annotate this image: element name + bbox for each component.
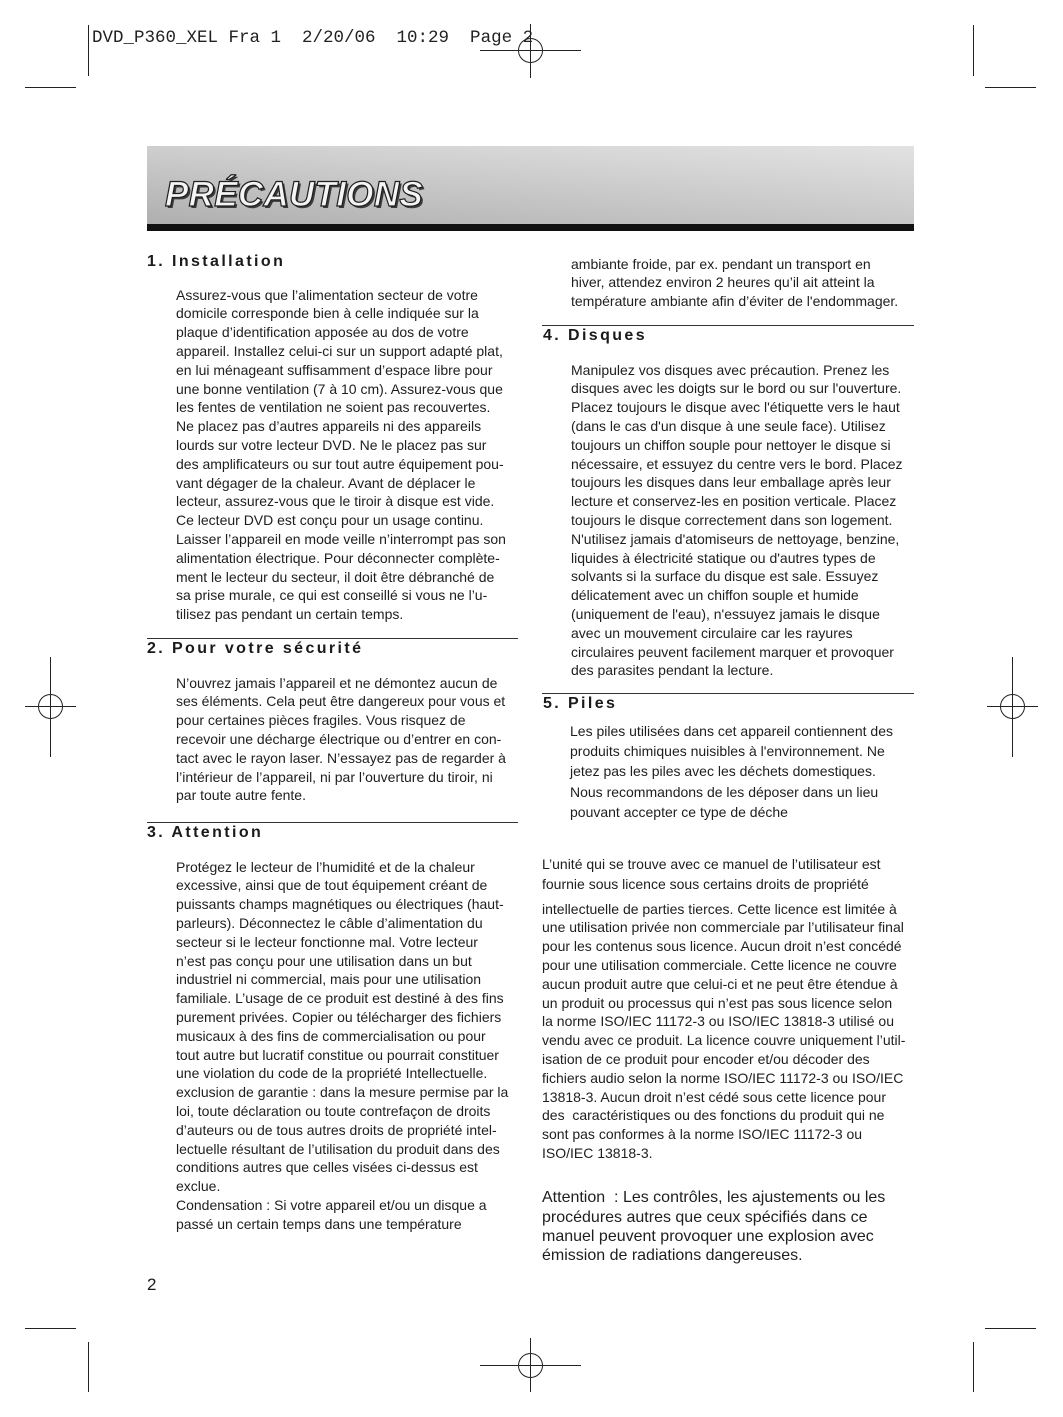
text-line: pour une utilisation commerciale. Cette licence ne couvre [542, 956, 897, 973]
text-line: les fentes de ventilation ne soient pas recouvertes. [176, 399, 491, 416]
text-line: recevoir une décharge électrique ou d’entrer en con- [176, 730, 502, 747]
section-body-attention-continued [571, 255, 898, 311]
text-line: disques avec les doigts sur le bord ou sur l'ouverture. [571, 380, 902, 397]
text-line: ISO/IEC 13818-3. [542, 1144, 653, 1161]
text-line: Assurez-vous que l’alimentation secteur de votre [176, 286, 478, 303]
section-body-piles [570, 721, 893, 822]
text-line: N'utilisez jamais d'atomiseurs de nettoyage, benzine, [571, 530, 900, 547]
title-underline-bar [147, 224, 914, 231]
section-body-disques [571, 361, 903, 681]
text-line: une bonne ventilation (7 à 10 cm). Assurez-vous que [176, 380, 503, 397]
text-line: n’est pas conçu pour une utilisation dans un but [176, 952, 472, 969]
text-line: industriel ni commercial, mais pour une utilisation [176, 971, 482, 988]
text-line: manuel peuvent provoquer une explosion avec [542, 1227, 874, 1245]
licence-intro [542, 854, 881, 894]
text-line: température ambiante afin d’éviter de l'endommager. [571, 293, 899, 310]
text-line: par toute autre fente. [176, 787, 306, 804]
text-line: la norme ISO/IEC 11172-3 ou ISO/IEC 13818-3 utilisé ou [542, 1013, 895, 1030]
print-slug: DVD_P360_XEL Fra 1 2/20/06 10:29 Page 2 [92, 28, 534, 48]
text-line: Manipulez vos disques avec précaution. Prenez les [571, 361, 890, 378]
text-line: tact avec le rayon laser. N’essayez pas de regarder à [176, 749, 506, 766]
text-line: parleurs). Déconnectez le câble d’alimentation du [176, 914, 483, 931]
text-line: loi, toute déclaration ou toute contrefaçon de droits [176, 1102, 491, 1119]
text-line: Attention : Les contrôles, les ajustements ou les [542, 1189, 886, 1207]
page-title: PRÉCAUTIONS [165, 175, 424, 214]
text-line: procédures autres que ceux spécifiés dans ce [542, 1208, 868, 1226]
text-line: hiver, attendez environ 2 heures qu’il ait atteint la [571, 274, 875, 291]
text-line: une utilisation privée non commerciale par l’utilisateur final [542, 919, 904, 936]
text-line: 13818-3. Aucun droit n’est cédé sous cette licence pour [542, 1088, 886, 1105]
page-number: 2 [147, 1275, 157, 1294]
text-line: isation de ce produit pour encoder et/ou décoder des [542, 1050, 870, 1067]
text-line: tout autre but lucratif constitue ou pourrait constituer [176, 1046, 499, 1063]
radiation-warning [542, 1188, 885, 1265]
text-line: (dans le cas d'un disque à une seule face). Utilisez [571, 417, 886, 434]
registration-mark-right [987, 657, 1038, 757]
section-heading-piles: 5. Piles [543, 695, 618, 712]
text-line: lourds sur votre lecteur DVD. Ne le placez pas sur [176, 436, 487, 453]
text-line: intellectuelle de parties tierces. Cette licence est limitée à [542, 900, 897, 917]
text-line: domicile corresponde bien à celle indiquée sur la [176, 305, 479, 322]
text-line: vendu avec ce produit. La licence couvre uniquement l’util- [542, 1032, 906, 1049]
crop-mark-top-right [974, 25, 1037, 88]
text-line: circulaires peuvent facilement marquer et provoquer [571, 643, 894, 660]
text-line: purement privées. Copier ou télécharger des fichiers [176, 1008, 502, 1025]
section-body-attention [176, 858, 508, 1234]
crop-mark-bottom-right [974, 1329, 1037, 1393]
text-line: ment le lecteur du secteur, il doit être débranché de [176, 568, 495, 585]
text-line: lectuelle résultant de l’utilisation du produit dans des [176, 1140, 500, 1157]
text-line: des amplificateurs ou sur tout autre équipement pou- [176, 455, 504, 472]
crop-mark-bottom-left [25, 1329, 89, 1393]
text-line: excessive, ainsi que de tout équipement créant de [176, 877, 488, 894]
text-line: Protégez le lecteur de l’humidité et de la chaleur [176, 858, 475, 875]
text-line: exclusion de garantie : dans la mesure permise par la [176, 1084, 509, 1101]
text-line: produits chimiques nuisibles à l'environnement. Ne [570, 743, 885, 760]
registration-mark-bottom [480, 1338, 581, 1392]
text-line: solvants si la surface du disque est sale. Essuyez [571, 568, 879, 585]
text-line: Condensation : Si votre appareil et/ou un disque a [176, 1196, 487, 1213]
text-line: aucun produit autre que celui-ci et ne peut être étendue à [542, 975, 898, 992]
text-line: ambiante froide, par ex. pendant un transport en [571, 255, 871, 272]
text-line: liquides à électricité statique ou d'autres types de [571, 549, 876, 566]
section-body-securite [176, 674, 506, 806]
text-line: une violation du code de la propriété Intellectuelle. [176, 1065, 488, 1082]
text-line: passé un certain temps dans une température [176, 1215, 462, 1232]
text-line: lecture et conservez-les en position verticale. Placez [571, 493, 897, 510]
text-line: délicatement avec un chiffon souple et humide [571, 587, 859, 604]
text-line: Laisser l’appareil en mode veille n’interrompt pas son [176, 530, 506, 547]
text-line: toujours le disque correctement dans son logement. [571, 511, 893, 528]
text-line: Les piles utilisées dans cet appareil contiennent des [570, 722, 893, 739]
text-line: (uniquement de l'eau), n'essuyez jamais le disque [571, 605, 880, 622]
text-line: Placez toujours le disque avec l'étiquette vers le haut [571, 399, 900, 416]
text-line: des caractéristiques ou des fonctions du produit qui ne [542, 1107, 885, 1124]
text-line: fichiers audio selon la norme ISO/IEC 11172-3 ou ISO/IEC [542, 1069, 904, 1086]
text-line: sont pas conformes à la norme ISO/IEC 11172-3 ou [542, 1126, 863, 1143]
text-line: pour les contenus sous licence. Aucun droit n’est concédé [542, 938, 902, 955]
text-line: d’auteurs ou de tous autres droits de propriété intel- [176, 1121, 497, 1138]
text-line: vant dégager de la chaleur. Avant de déplacer le [176, 474, 476, 491]
crop-mark-top-left [25, 25, 89, 88]
section-heading-disques: 4. Disques [543, 327, 648, 344]
text-line: conditions autres que celles visées ci-dessus est [176, 1159, 478, 1176]
text-line: toujours les disques dans leur emballage après leur [571, 474, 891, 491]
text-line: lecteur, assurez-vous que le tiroir à disque est vide. [176, 493, 495, 510]
text-line: en lui ménageant suffisamment d’espace libre pour [176, 361, 493, 378]
text-line: des parasites pendant la lecture. [571, 662, 774, 679]
text-line: exclue. [176, 1178, 221, 1195]
text-line: secteur si le lecteur fonctionne mal. Votre lecteur [176, 933, 478, 950]
text-line: pouvant accepter ce type de déche [570, 803, 788, 820]
text-line: l’intérieur de l’appareil, ni par l’ouverture du tiroir, ni [176, 768, 493, 785]
text-line: N’ouvrez jamais l’appareil et ne démontez aucun de [176, 674, 498, 691]
text-line: Ce lecteur DVD est conçu pour un usage continu. [176, 512, 484, 529]
text-line: nécessaire, et essuyez du centre vers le bord. Placez [571, 455, 903, 472]
text-line: pour certaines pièces fragiles. Vous risquez de [176, 712, 466, 729]
text-line: musicaux à des fins de commercialisation ou pour [176, 1027, 486, 1044]
text-line: puissants champs magnétiques ou électriques (haut- [176, 896, 504, 913]
text-line: L’unité qui se trouve avec ce manuel de l’utilisateur est [542, 856, 881, 872]
text-line: appareil. Installez celui-ci sur un support adapté plat, [176, 342, 503, 359]
text-line: Ne placez pas d’autres appareils ni des appareils [176, 418, 482, 435]
text-line: sa prise murale, ce qui est conseillé si vous ne l’u- [176, 587, 488, 604]
licence-body [542, 900, 905, 1163]
text-line: familiale. L’usage de ce produit est destiné à des fins [176, 990, 504, 1007]
section-heading-installation: 1. Installation [147, 253, 286, 270]
section-heading-securite: 2. Pour votre sécurité [147, 640, 364, 657]
text-line: plaque d’identification apposée au dos de votre [176, 324, 469, 341]
text-line: émission de radiations dangereuses. [542, 1247, 803, 1265]
text-line: un produit ou processus qui n’est pas sous licence selon [542, 994, 893, 1011]
text-line: tilisez pas pendant un certain temps. [176, 606, 404, 623]
text-line: jetez pas les piles avec les déchets domestiques. [570, 763, 876, 780]
text-line: fournie sous licence sous certains droits de propriété [542, 876, 869, 892]
title-banner [147, 146, 914, 224]
text-line: avec un mouvement circulaire car les rayures [571, 624, 853, 641]
section-heading-attention: 3. Attention [147, 824, 264, 841]
text-line: Nous recommandons de les déposer dans un lieu [570, 783, 879, 800]
registration-mark-left [25, 657, 76, 757]
text-line: toujours un chiffon souple pour nettoyer le disque si [571, 436, 891, 453]
text-line: alimentation électrique. Pour déconnecter complète- [176, 549, 500, 566]
section-body-installation [176, 286, 506, 624]
text-line: ses éléments. Cela peut être dangereux pour vous et [176, 693, 506, 710]
